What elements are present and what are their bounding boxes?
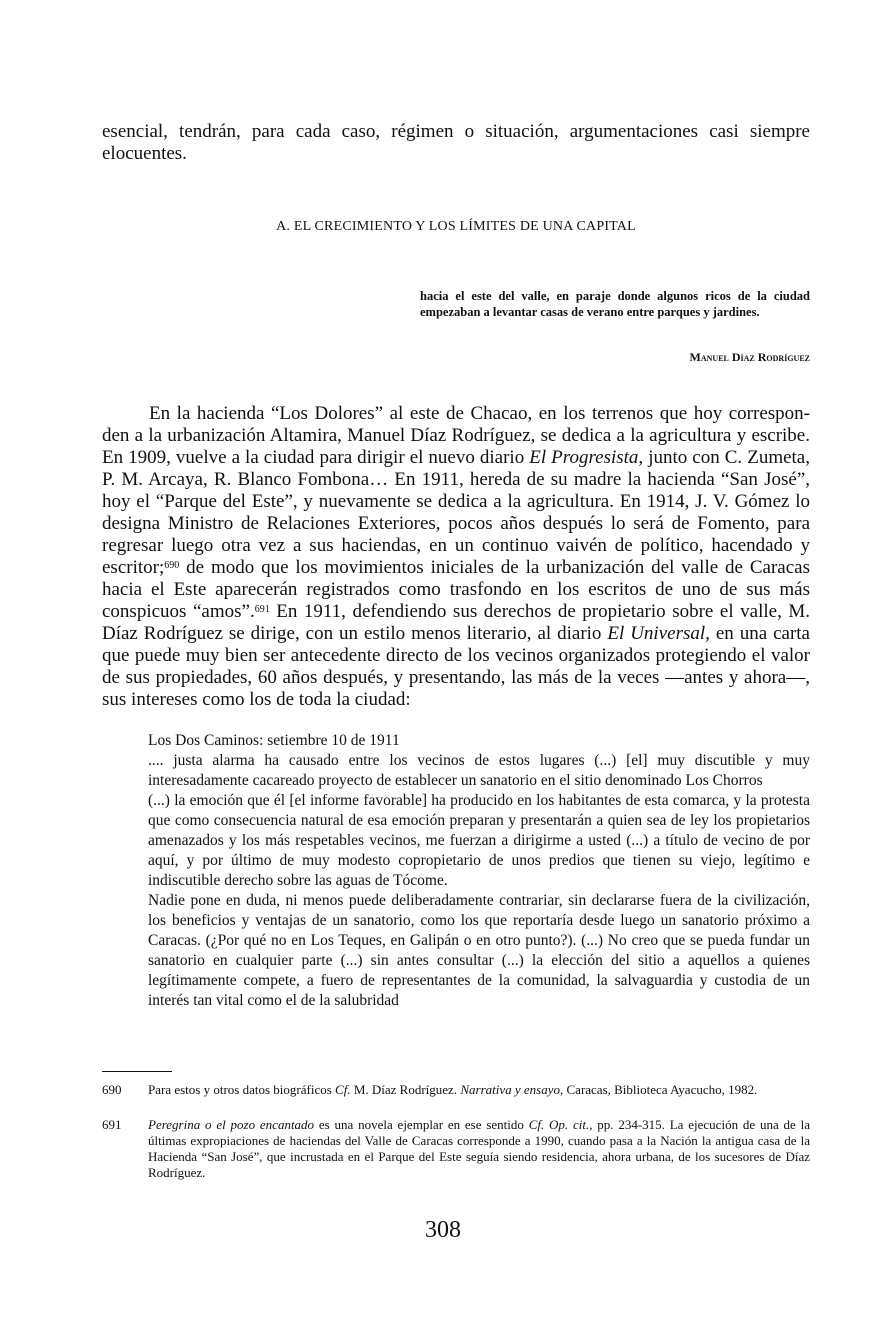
letter-dateline: Los Dos Caminos: setiembre 10 de 1911 (148, 732, 400, 749)
footnote-number: 691 (102, 1117, 122, 1132)
epigraph-author: Manuel Díaz Rodríguez (689, 350, 810, 364)
body-text-3: de modo que los movimientos iniciales de la urbanización del valle de Caracas hacia el Este aparecerán registrados como trasfondo en los escritos de uno de sus más conspicuos “amos”. (102, 557, 810, 622)
letter-paragraph: (...) la emoción que él [el informe favorable] ha producido en los habitantes de esta comarca, y la protesta que como consecuencia natural de esa emoción preparan y presentarán a quien sea de ley los propietarios amenazados y los más respetables vecinos, me fuerzan a dirigirme a usted (...) a título de vecino de por aquí, y por último de muy modesto copropietario de unos predios que tienen su viejo, legítimo e indiscutible derecho sobre las aguas de Tócome. (148, 792, 810, 889)
intro-paragraph (102, 121, 810, 165)
footnote-text-part: Para estos y otros datos biográficos (148, 1082, 336, 1097)
footnote-690 (102, 1082, 810, 1098)
footnote-text-part: , Caracas, Biblioteca Ayacucho, 1982. (560, 1082, 758, 1097)
footnote-text-part: M. Díaz Rodríguez. (350, 1082, 461, 1097)
body-text-4: En 1911, defendiendo sus derechos de propietario sobre el valle, M. Díaz Rodríguez se dirige, con un estilo menos literario, al diario (102, 601, 811, 644)
footnote-book-title: Narrativa y ensayo (460, 1082, 560, 1097)
footnote-divider (102, 1071, 172, 1072)
footnote-text-part: es una novela ejemplar en ese sentido (314, 1117, 529, 1132)
footnote-text (148, 1117, 810, 1181)
footnote-ref-691[interactable]: 691 (254, 604, 270, 615)
intro-text: esencial, tendrán, para cada caso, régimen o situación, argumentaciones casi siempre elocuentes. (102, 121, 810, 164)
letter-paragraph: .... justa alarma ha causado entre los vecinos de estos lugares (...) [el] muy discutible y muy interesadamente cacareado proyecto de establecer un sanatorio en el sitio denominado Los Chorros (148, 752, 810, 789)
body-paragraph (102, 403, 810, 711)
footnote-book-title: Peregrina o el pozo encantado (148, 1117, 315, 1132)
body-text-1: En la hacienda “Los Dolores” al este de Chacao, en los terrenos que hoy correspon-den a la urbanización Altamira, Manuel Díaz Rodríguez, se dedica a la agricultura y escribe. En 1909, vuelve a la ciudad para dirigir el nuevo diario (102, 403, 810, 468)
letter-paragraph: Nadie pone en duda, ni menos puede deliberadamente contrariar, sin declararse fuera de la civilización, los beneficios y ventajas de un sanatorio, como los que reportaría desde luego un sanatorio próximo a Caracas. (¿Por qué no en Los Teques, en Galipán o en otro punto?). (...) No creo que se pueda fundar un sanatorio en cualquier parte (...) sin antes consultar (...) la elección del sitio a aquellos a quienes legítimamente compete, a fuero de representantes de la comunidad, la salvaguardia y custodia de un interés tan vital como el de la salubridad (148, 892, 810, 1009)
footnote-ref-690[interactable]: 690 (164, 560, 180, 571)
footnote-cf: Cf. Op. cit. (528, 1117, 590, 1132)
footnote-cf: Cf. (335, 1082, 351, 1097)
footnote-text (148, 1082, 810, 1098)
epigraph-quote: hacia el este del valle, en paraje donde algunos ricos de la ciudad empezaban a levantar casas de verano entre parques y jardines. (420, 289, 810, 319)
footnote-text-part: , pp. 234-315. La ejecución de una de la últimas expropiaciones de haciendas del Valle de Caracas corresponde a 1990, cuando pasa a la Nación la antigua casa de la Hacienda “San José”, que incrustada en el Parque del Este seguía siendo residencia, ahora urbana, de los sucesores de Díaz Rodríguez. (148, 1117, 810, 1180)
footnote-number: 690 (102, 1082, 122, 1097)
footnote-691 (102, 1117, 810, 1181)
body-text-2: junto con C. Zumeta, P. M. Arcaya, R. Blanco Fombona… En 1911, hereda de su madre la hacienda “San José”, hoy el “Parque del Este”, y nuevamente se dedica a la agricultura. En 1914, J. V. Gómez lo designa Ministro de Relaciones Exteriores, pocos años después lo será de Fomento, para regresar luego otra vez a sus haciendas, en un continuo vaivén de político, hacendado y escritor; (102, 447, 810, 578)
newspaper-title-el-progresista: El Progresista, (529, 447, 644, 468)
page-number: 308 (425, 1217, 461, 1243)
body-text-5: en una carta que puede muy bien ser antecedente directo de los vecinos organizados protegiendo el valor de sus propiedades, 60 años después, y presentando, las más de la veces —antes y ahora—, sus intereses como los de toda la ciudad: (102, 623, 810, 710)
section-heading: A. EL CRECIMIENTO Y LOS LÍMITES DE UNA CAPITAL (276, 219, 636, 234)
newspaper-title-el-universal: El Universal, (607, 623, 710, 644)
letter-quote (148, 731, 810, 1011)
